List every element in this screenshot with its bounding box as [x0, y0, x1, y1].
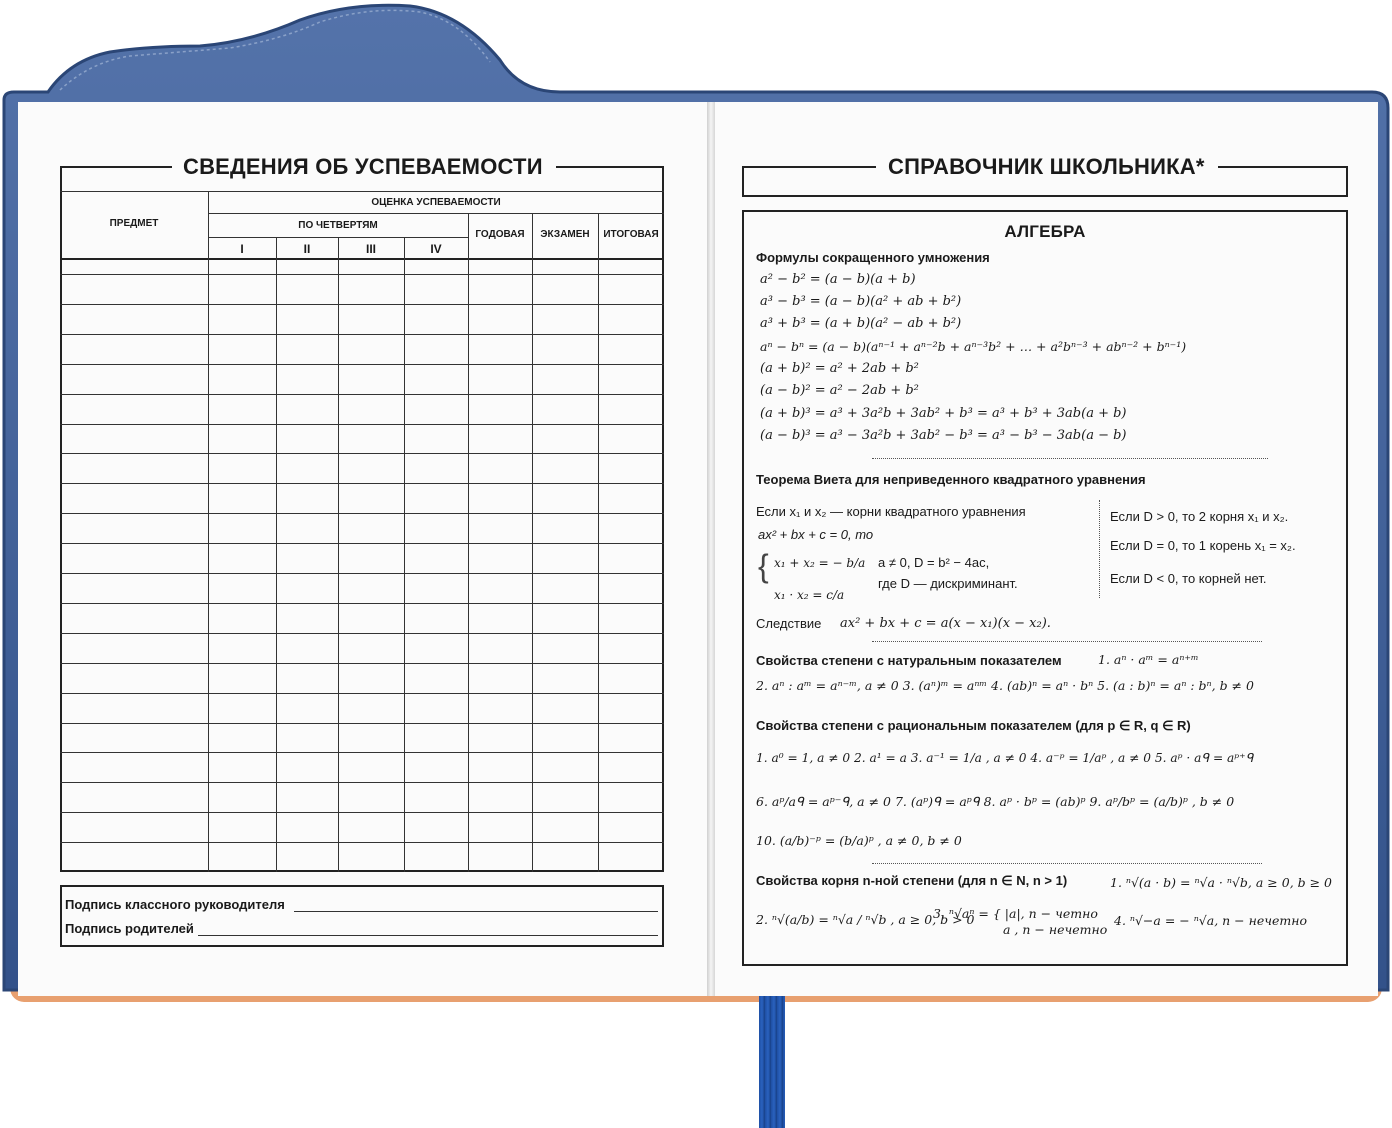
- table-row: [60, 723, 664, 724]
- nat-power-1: 1. aⁿ · aᵐ = aⁿ⁺ᵐ: [1098, 652, 1199, 667]
- vieta-product: x₁ · x₂ = c/a: [774, 588, 845, 602]
- root-prop-4: 4. ⁿ√−a = − ⁿ√a, n − нечетно: [1114, 913, 1308, 928]
- system-brace: {: [758, 548, 769, 584]
- vieta-divider: [1099, 500, 1100, 598]
- vieta-cond-1: a ≠ 0, D = b² − 4ac,: [878, 555, 990, 570]
- root-prop-1: 1. ⁿ√(a · b) = ⁿ√a · ⁿ√b, a ≥ 0, b ≥ 0: [1110, 875, 1333, 890]
- formula-8: (a − b)³ = a³ − 3a²b + 3ab² − b³ = a³ − b³ − 3ab(a − b): [760, 428, 1127, 443]
- formula-2: a³ − b³ = (a − b)(a² + ab + b²): [760, 294, 962, 309]
- table-row: [60, 573, 664, 574]
- root-prop-3a: 3. ⁿ√aⁿ = { |a|, n − четно: [933, 906, 1098, 921]
- page-title: СВЕДЕНИЯ ОБ УСПЕВАЕМОСТИ: [183, 154, 543, 179]
- divider-2: [872, 641, 1262, 642]
- algebra-title: АЛГЕБРА: [1004, 222, 1086, 241]
- root-prop-2: 2. ⁿ√(a/b) = ⁿ√a / ⁿ√b , a ≥ 0, b > 0: [756, 912, 975, 927]
- final-header: ИТОГОВАЯ: [603, 229, 659, 240]
- vieta-cond-2: где D — дискриминант.: [878, 576, 1018, 591]
- parents-signature-line: [198, 935, 658, 936]
- teacher-signature-label: Подпись классного руководителя: [65, 897, 285, 912]
- rat-powers-line-1: 1. a⁰ = 1, a ≠ 0 2. a¹ = a 3. a⁻¹ = 1/a , a ≠ 0 4. a⁻ᵖ = 1/aᵖ , a ≠ 0 5. aᵖ · aᑫ = aᵖ⁺ᑫ: [756, 751, 1254, 765]
- table-row: [60, 842, 664, 843]
- roots-title: Свойства корня n-ной степени (для n ∈ N, n > 1): [756, 873, 1068, 888]
- formula-1: a² − b² = (a − b)(a + b): [760, 272, 916, 287]
- vieta-line-2: ax² + bx + c = 0, то: [758, 527, 874, 542]
- table-row: [60, 782, 664, 783]
- right-title-rule-left: [742, 166, 876, 168]
- exam-header: ЭКЗАМЕН: [540, 229, 590, 240]
- vieta-title: Теорема Виета для неприведенного квадратного уравнения: [756, 472, 1146, 487]
- rat-powers-line-2: 6. aᵖ/aᑫ = aᵖ⁻ᑫ, a ≠ 0 7. (aᵖ)ᑫ = aᵖᑫ 8. aᵖ · bᵖ = (ab)ᵖ 9. aᵖ/bᵖ = (a/b)ᵖ , b ≠ 0: [756, 794, 1235, 809]
- formula-3: a³ + b³ = (a + b)(a² − ab + b²): [760, 316, 962, 331]
- table-row: [60, 394, 664, 395]
- bookmark-ribbon: [759, 996, 785, 1128]
- discriminant-zero: Если D = 0, то 1 корень x₁ = x₂.: [1110, 538, 1296, 553]
- formula-4: aⁿ − bⁿ = (a − b)(aⁿ⁻¹ + aⁿ⁻²b + aⁿ⁻³b² + … + a²bⁿ⁻³ + abⁿ⁻² + bⁿ⁻¹): [760, 339, 1187, 354]
- table-row: [60, 304, 664, 305]
- table-row: [60, 364, 664, 365]
- formula-5: (a + b)² = a² + 2ab + b²: [760, 361, 919, 376]
- rat-powers-line-3: 10. (a/b)⁻ᵖ = (b/a)ᵖ , a ≠ 0, b ≠ 0: [756, 833, 962, 848]
- abbrev-title: Формулы сокращенного умножения: [756, 250, 990, 265]
- quarter-1: I: [240, 242, 244, 256]
- quarter-2: II: [303, 242, 311, 256]
- vieta-sum: x₁ + x₂ = − b/a: [774, 556, 866, 570]
- rat-powers-title: Свойства степени с рациональным показателем (для p ∈ R, q ∈ R): [756, 718, 1191, 733]
- corollary-label: Следствие: [756, 616, 822, 631]
- parents-signature-label: Подпись родителей: [65, 921, 194, 936]
- discriminant-negative: Если D < 0, то корней нет.: [1110, 571, 1267, 586]
- grades-header: ОЦЕНКА УСПЕВАЕМОСТИ: [371, 197, 501, 208]
- annual-header: ГОДОВАЯ: [475, 229, 525, 240]
- table-row: [60, 693, 664, 694]
- signature-box: [60, 885, 664, 947]
- table-row: [60, 483, 664, 484]
- right-title-rule-right: [1218, 166, 1348, 168]
- corollary-formula: ax² + bx + c = a(x − x₁)(x − x₂).: [840, 616, 1051, 631]
- discriminant-positive: Если D > 0, то 2 корня x₁ и x₂.: [1110, 509, 1289, 524]
- table-row: [60, 663, 664, 664]
- table-row: [60, 453, 664, 454]
- root-prop-3b: a , n − нечетно: [1003, 922, 1108, 937]
- table-row: [60, 633, 664, 634]
- vieta-line-1: Если x₁ и x₂ — корни квадратного уравнения: [756, 504, 1026, 519]
- quarter-3: III: [365, 242, 376, 256]
- table-row: [60, 424, 664, 425]
- table-row: [60, 513, 664, 514]
- teacher-signature-line: [294, 911, 658, 912]
- table-row: [60, 752, 664, 753]
- book-spine: [707, 102, 715, 996]
- nat-powers-title: Свойства степени с натуральным показателем: [756, 653, 1062, 668]
- table-row: [60, 543, 664, 544]
- quarters-header: ПО ЧЕТВЕРТЯМ: [298, 220, 378, 231]
- table-row: [60, 812, 664, 813]
- divider-3: [872, 863, 1262, 864]
- divider-1: [872, 458, 1268, 459]
- quarter-4: IV: [430, 242, 442, 256]
- formula-6: (a − b)² = a² − 2ab + b²: [760, 383, 919, 398]
- formula-7: (a + b)³ = a³ + 3a²b + 3ab² + b³ = a³ + b³ + 3ab(a + b): [760, 406, 1127, 421]
- right-page-title: СПРАВОЧНИК ШКОЛЬНИКА*: [888, 154, 1205, 179]
- table-row: [60, 334, 664, 335]
- table-frame: [60, 166, 664, 872]
- subject-header: ПРЕДМЕТ: [109, 218, 159, 229]
- table-row: [60, 603, 664, 604]
- nat-powers-line-2: 2. aⁿ : aᵐ = aⁿ⁻ᵐ, a ≠ 0 3. (aⁿ)ᵐ = aⁿᵐ 4. (ab)ⁿ = aⁿ · bⁿ 5. (a : b)ⁿ = aⁿ : bⁿ, b ≠ 0: [756, 678, 1254, 693]
